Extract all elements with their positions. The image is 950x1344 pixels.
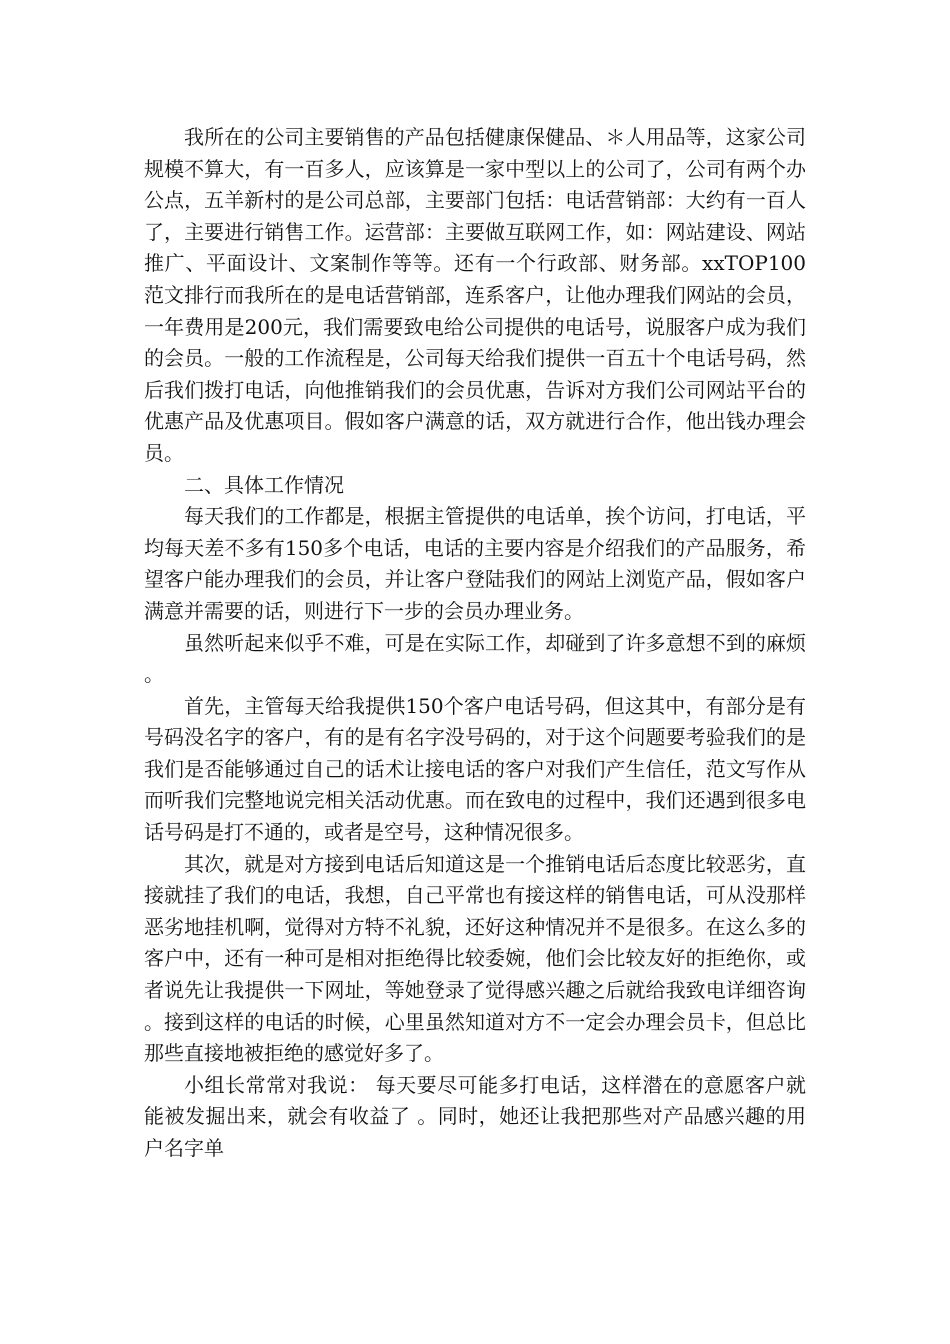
paragraph-first-problem: 首先，主管每天给我提供150个客户电话号码，但这其中，有部分是有号码没名字的客户，有的是有名字没号码的，对于这个问题要考验我们的是我们是否能够通过自己的话术让接电话的客户对我们产生信任，范文写作从而听我们完整地说完相关活动优惠。而在致电的过程中，我们还遇到很多电话号码是打不通的，或者是空号，这种情况很多。: [144, 693, 806, 845]
paragraph-second-problem: 其次，就是对方接到电话后知道这是一个推销电话后态度比较恶劣，直接就挂了我们的电话，我想，自己平常也有接这样的销售电话，可从没那样恶劣地挂机啊，觉得对方特不礼貌，还好这种情况并不是很多。在这么多的客户中，还有一种可是相对拒绝得比较委婉，他们会比较友好的拒绝你，或者说先让我提供一下网址，等她登录了觉得感兴趣之后就给我致电详细咨询。接到这样的电话的时候，心里虽然知道对方不一定会办理会员卡，但总比那些直接地被拒绝的感觉好多了。: [144, 851, 806, 1066]
paragraph-team-leader-advice: 小组长常常对我说： 每天要尽可能多打电话，这样潜在的意愿客户就能被发掘出来，就会有收益了 。同时，她还让我把那些对产品感兴趣的用户名字单: [144, 1072, 806, 1160]
document-page: [144, 122, 806, 1165]
section-heading-work-details: 二、具体工作情况: [184, 472, 344, 497]
paragraph-difficulties: 虽然听起来似乎不难，可是在实际工作，却碰到了许多意想不到的麻烦。: [144, 630, 806, 687]
paragraph-company-intro: 我所在的公司主要销售的产品包括健康保健品、＊人用品等，这家公司规模不算大，有一百多人，应该算是一家中型以上的公司了，公司有两个办公点，五羊新村的是公司总部，主要部门包括：电话营销部：大约有一百人了，主要进行销售工作。运营部：主要做互联网工作，如：网站建设、网站推广、平面设计、文案制作等等。还有一个行政部、财务部。xxTOP100范文排行而我所在的是电话营销部，连系客户，让他办理我们网站的会员，一年费用是200元，我们需要致电给公司提供的电话号，说服客户成为我们的会员。一般的工作流程是，公司每天给我们提供一百五十个电话号码，然后我们拨打电话，向他推销我们的会员优惠，告诉对方我们公司网站平台的优惠产品及优惠项目。假如客户满意的话，双方就进行合作，他出钱办理会员。: [144, 125, 806, 465]
paragraph-daily-work: 每天我们的工作都是，根据主管提供的电话单，挨个访问，打电话，平均每天差不多有150多个电话，电话的主要内容是介绍我们的产品服务，希望客户能办理我们的会员，并让客户登陆我们的网站上浏览产品，假如客户满意并需要的话，则进行下一步的会员办理业务。: [144, 504, 806, 623]
